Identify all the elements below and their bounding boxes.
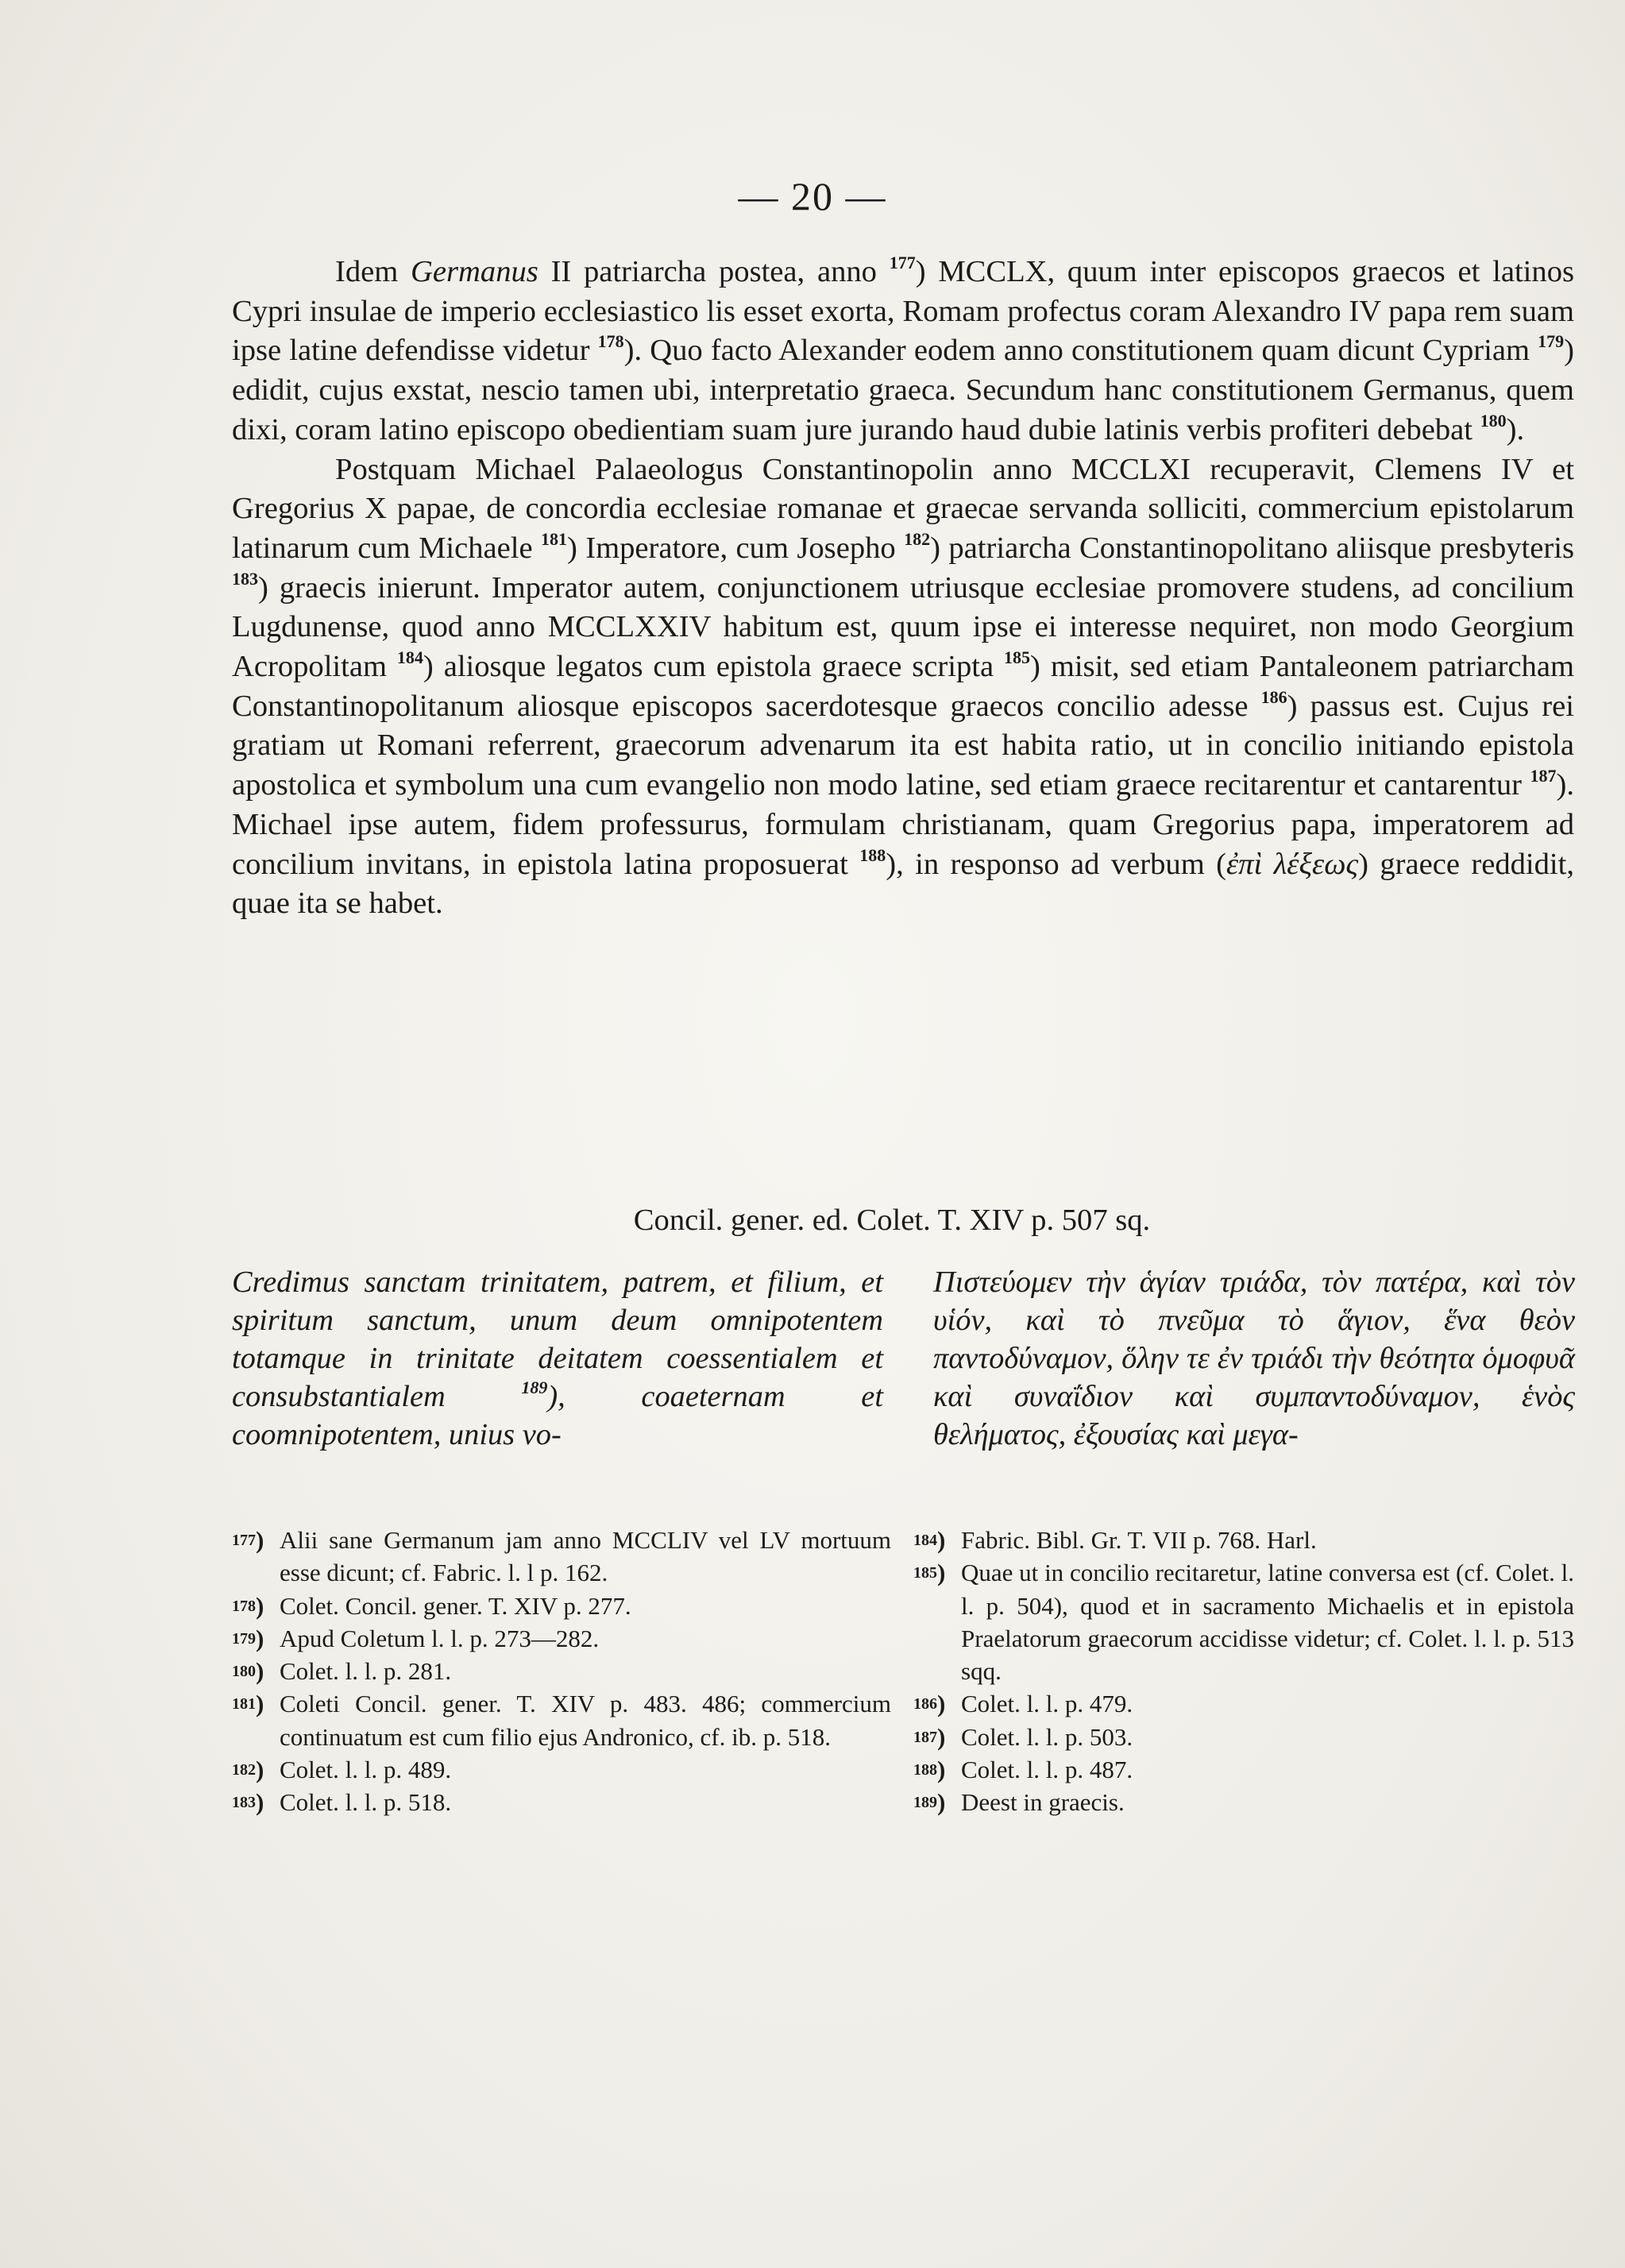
footnote — [913, 1753, 1574, 1786]
footnotes-left — [232, 1524, 891, 1819]
footnote — [913, 1556, 1574, 1687]
italic-text: ἐπὶ λέξεως — [1226, 847, 1359, 881]
footnote-number: 185 ) — [913, 1553, 958, 1590]
footnote-ref: 184 — [396, 647, 423, 668]
footnote-number: 186 ) — [913, 1684, 958, 1721]
footnote-ref: 178 — [597, 331, 624, 352]
footnote-number: 182 ) — [232, 1750, 276, 1787]
footnote-ref: 189 — [521, 1377, 548, 1397]
footnote — [913, 1786, 1574, 1818]
page-number: — 20 — — [738, 174, 887, 218]
italic-text: Germanus — [411, 255, 538, 288]
footnote — [232, 1524, 891, 1590]
paragraph: Postquam Michael Palaeologus Constantinopolin anno MCCLXI recuperavit, Clemens IV et Gregorius X papae, de concordia ecclesiae romanae et graecae servanda solliciti, commercium epistolarum latinarum cum Michaele $^{181}$) Imperatore, cum Josepho $^{182}$) patriarcha Constantinopolitano aliisque presbyteris $^{183}$) graecis inierunt. Imperator autem, conjunctionem utriusque ecclesiae promovere studens, ad concilium Lugdunense, quod anno MCCLXXIV habitum est, quum ipse ei interesse nequiret, non modo Georgium Acropolitam $^{184}$) aliosque legatos cum epistola graece scripta $^{185}$) misit, sed etiam Pantaleonem patriarcham Constantinopolitanum aliosque episcopos sacerdotesque graecos concilio adesse $^{186}$) passus est. Cujus rei gratiam ut Romani referrent, graecorum advenarum ita est habita ratio, ut in concilio initiando epistola apostolica et symbolum una cum evangelio non modo latine, sed etiam graece recitarentur et cantarentur $^{187}$). Michael ipse autem, fidem professurus, formulam christianam, quam Gregorius papa, imperatorem ad concilium invitans, in epistola latina proposuerat $^{188}$), in responso ad verbum (ἐπὶ λέξεως) graece reddidit, quae ita se habet. — [232, 452, 1575, 921]
paragraph: Idem Germanus II patriarcha postea, anno $^{177}$) MCCLX, quum inter episcopos graecos et latinos Cypri insulae de imperio ecclesiastico lis esset exorta, Romam profectus coram Alexandro IV papa rem suam ipse latine defendisse videtur $^{178}$). Quo facto Alexander eodem anno constitutionem quam dicunt Cypriam $^{179}$) edidit, cujus exstat, nescio tamen ubi, interpretatio graeca. Secundum hanc constitutionem Germanus, quem dixi, coram latino episcopo obedientiam suam jure jurando haud dubie latinis verbis profiteri debebat $^{180}$). — [232, 253, 1574, 446]
footnote-text: Colet. l. l. p. 489. — [280, 1756, 452, 1784]
footnote-number: 181 ) — [232, 1684, 276, 1721]
footnote-text: Apud Coletum l. l. p. 273—282. — [280, 1624, 600, 1652]
footnote — [913, 1687, 1574, 1720]
footnote-text: Colet. l. l. p. 281. — [280, 1657, 452, 1686]
greek-creed-column: Πιστεύομεν τὴν ἁγίαν τριάδα, τὸν πατέρα, καὶ τὸν υἱόν, καὶ τὸ πνεῦμα τὸ ἅγιον, ἕνα θεὸν παντοδύναμον, ὅλην τε ἐν τριάδι τὴν θεότητα ὁμοφυᾶ καὶ συναΐδιον καὶ συμπαντοδύναμον, ἑνὸς θελήματος, ἐξουσίας καὶ μεγα- — [933, 1265, 1575, 1451]
footnote-number: 187 ) — [913, 1717, 958, 1754]
footnote-number: 178 ) — [232, 1586, 276, 1623]
footnote-ref: 188 — [859, 844, 886, 865]
footnote-ref: 179 — [1538, 331, 1565, 352]
footnote-text: Colet. Concil. gener. T. XIV p. 277. — [280, 1591, 631, 1620]
footnote-number: 177 ) — [232, 1520, 276, 1557]
footnote — [913, 1721, 1574, 1753]
footnote-ref: 181 — [541, 528, 568, 549]
footnote — [913, 1524, 1574, 1556]
footnote — [232, 1786, 891, 1818]
footnote-number: 183 ) — [232, 1783, 276, 1819]
footnote-text: Coleti Concil. gener. T. XIV p. 483. 486; commercium continuatum est cum filio ejus Andronico, cf. ib. p. 518. — [280, 1690, 891, 1751]
footnote-ref: 186 — [1260, 686, 1287, 707]
footnote-ref: 187 — [1530, 766, 1557, 786]
footnote — [232, 1687, 891, 1753]
footnote — [232, 1655, 891, 1687]
footnote-text: Colet. l. l. p. 479. — [961, 1690, 1133, 1718]
footnote-text: Alii sane Germanum jam anno MCCLIV vel LV mortuum esse dicunt; cf. Fabric. l. l p. 162. — [280, 1526, 891, 1587]
footnote-text: Colet. l. l. p. 518. — [280, 1788, 452, 1817]
footnote-ref: 183 — [232, 568, 258, 589]
footnote-text: Colet. l. l. p. 503. — [961, 1722, 1133, 1751]
footnote — [232, 1753, 891, 1786]
footnote-text: Fabric. Bibl. Gr. T. VII p. 768. Harl. — [961, 1526, 1317, 1554]
footnote-number: 179 ) — [232, 1619, 276, 1656]
source-heading: Concil. gener. ed. Colet. T. XIV p. 507 sq. — [633, 1204, 1151, 1237]
footnote-ref: 185 — [1004, 647, 1031, 668]
footnote-ref: 182 — [904, 528, 931, 549]
footnote-ref: 180 — [1480, 410, 1507, 431]
footnote-text: Quae ut in concilio recitaretur, latine conversa est (cf. Colet. l. l. p. 504), quod et in sacramento Michaelis et in epistola Praelatorum graecorum accidisse videtur; cf. Colet. l. l. p. 513 sqq. — [961, 1559, 1574, 1686]
footnote — [232, 1590, 891, 1622]
footnote-number: 184 ) — [913, 1520, 958, 1557]
footnote — [232, 1622, 891, 1655]
footnote-text: Colet. l. l. p. 487. — [961, 1756, 1133, 1784]
footnote-text: Deest in graecis. — [961, 1788, 1125, 1817]
main-text — [232, 253, 1574, 924]
footnote-number: 180 ) — [232, 1652, 276, 1688]
footnotes-right — [913, 1524, 1574, 1819]
footnote-number: 189 ) — [913, 1783, 958, 1819]
footnote-ref: 177 — [889, 253, 916, 272]
latin-creed-column: Credimus sanctam trinitatem, patrem, et filium, et spiritum sanctum, unum deum omnipotentem totamque in trinitate deitatem coessentialem et consubstantialem $^{189}$), coaeternam et coomnipotentem, unius vo- — [232, 1265, 883, 1451]
footnote-number: 188 ) — [913, 1750, 958, 1787]
